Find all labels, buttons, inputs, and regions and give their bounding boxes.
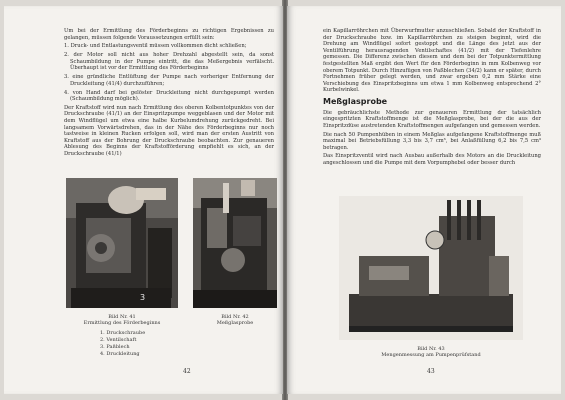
requirement-item-1: 1. Druck- und Entlastungsventil müssen vollkommen dicht schließen;: [64, 43, 247, 50]
fig41-caption-block: [66, 314, 178, 327]
right-text-block: [323, 28, 541, 169]
legend-item-1: 1. Druckschraube: [100, 330, 146, 336]
method-paragraph: Die gebräuchlichste Methode zur genaueren Ermittlung der tatsächlich eingespritzten Kraftstoffmenge ist die Meßglasprobe, bei der die aus der Einspritzdüse austretenden Kraftstoffmengen aufgefangen und gemessen werden.: [323, 109, 541, 129]
fig41-legend: [100, 330, 190, 358]
fig43-caption-block: [339, 346, 523, 359]
continuation-paragraph: ein Kapillarröhrchen mit Überwurfmutter anzuschließen. Sobald der Kraftstoff in der Druckschraube bzw. im Kapillarröhrchen zu steigen beginnt, wird die Drehung am Windflügel sofort gestoppt und die Länge des jetzt aus der Ventilführung herausragenden Ventilschaftes (41/2) mit der Tiefenlehre gemessen. Die Differenz zwischen diesem und dem bei der Totpunktermittlung festgestellten Maß ergibt den Wert für den Förderbeginn in mm Kolbenweg vor oberem Totpunkt. Durch Hinzufügen von Paßblechen (34/2) kann er später, durch Fortnehmen früher gelegt werden, und zwar ergeben 0,2 mm Stärke eine Verschiebung des Einspritzbeginns um etwa 1 mm Kolbenweg entsprechend 2° Kurbelwinkel.: [323, 28, 541, 94]
fig43-photo: [339, 196, 523, 340]
fig42-photo: [193, 178, 277, 308]
fig41-caption: Ermittlung des Förderbeginns: [83, 320, 161, 327]
section-heading: Meßglasprobe: [323, 96, 388, 106]
fig41-photo: [66, 178, 178, 308]
quantity-paragraph: Die nach 50 Pumpenhüben in einem Meßglas aufgefangene Kraftstoffmenge muß maximal bei Betriebsfüllung 3,3 bis 3,7 cm³, bei Anlaßfüllung 6,2 bis 7,5 cm³ betragen.: [323, 131, 541, 151]
fig41-marker-label: 3: [140, 293, 146, 302]
fig42-caption: Meßglasprobe: [216, 320, 254, 327]
fig41-title: Bild Nr. 41: [108, 314, 136, 320]
legend-item-3: 3. Paßblech: [100, 344, 130, 350]
intro-paragraph: Um bei der Ermittlung des Förderbeginns zu richtigen Ergebnissen zu gelangen, müssen folgende Voraussetzungen erfüllt sein:: [64, 28, 274, 41]
injector-paragraph: Das Einspritzventil wird nach Ausbau außerhalb des Motors an die Druckleitung angeschlossen und die Pumpe mit dem Vorpumphebel oder besser durch: [323, 153, 541, 167]
fig43-caption: Mengenmessung am Pumpenprüfstand: [381, 352, 481, 359]
left-page-number: 42: [183, 368, 191, 375]
requirement-item-4: 4. von Hand darf bei gelöster Druckleitung nicht durchgepumpt werden (Schaumbildung möglich).: [64, 89, 274, 103]
legend-item-2: 2. Ventilschaft: [100, 337, 137, 343]
fig42-title: Bild Nr. 42: [221, 314, 249, 320]
fig43-title: Bild Nr. 43: [417, 346, 445, 352]
body-paragraph: Der Kraftstoff wird nun nach Ermittlung des oberen Kolbentotpunktes von der Druckschraube (41/1) an der Einspritzpumpe weggeblasen und der Motor mit dem Windflügel um etwa eine halbe Kurbelumdrehung zurückgedreht. Bei langsamem Vorwärtsdrehen, das in der Nähe des Förderbeginns nur noch tastweise in kleinen Rucken erfolgen soll, wird man der ersten Austritt von Kraftstoff aus der Bohrung der Druckschraube beobachten. Zur genaueren Ablesung des Beginns der Kraftstofförderung empfiehlt es sich, an der Druckschraube (41/1): [64, 104, 274, 158]
legend-item-4: 4. Druckleitung: [100, 351, 140, 357]
right-page: [287, 6, 561, 394]
requirement-item-3: 3. eine gründliche Entlüftung der Pumpe nach vorheriger Entfernung der Druckleitung (41/4) durchzuführen;: [64, 74, 274, 87]
fig42-caption-block: [193, 314, 277, 327]
right-page-number: 43: [427, 368, 435, 375]
left-page: [4, 6, 283, 394]
left-text-block: [64, 28, 274, 160]
requirement-item-2: 2. der Motor soll nicht aus hoher Drehzahl abgestellt sein, da sonst Schaumbildung in der Pumpe eintritt, die das Meßergebnis verfälscht. Überhaupt ist vor der Ermittlung des Förderbeginns: [64, 52, 274, 72]
